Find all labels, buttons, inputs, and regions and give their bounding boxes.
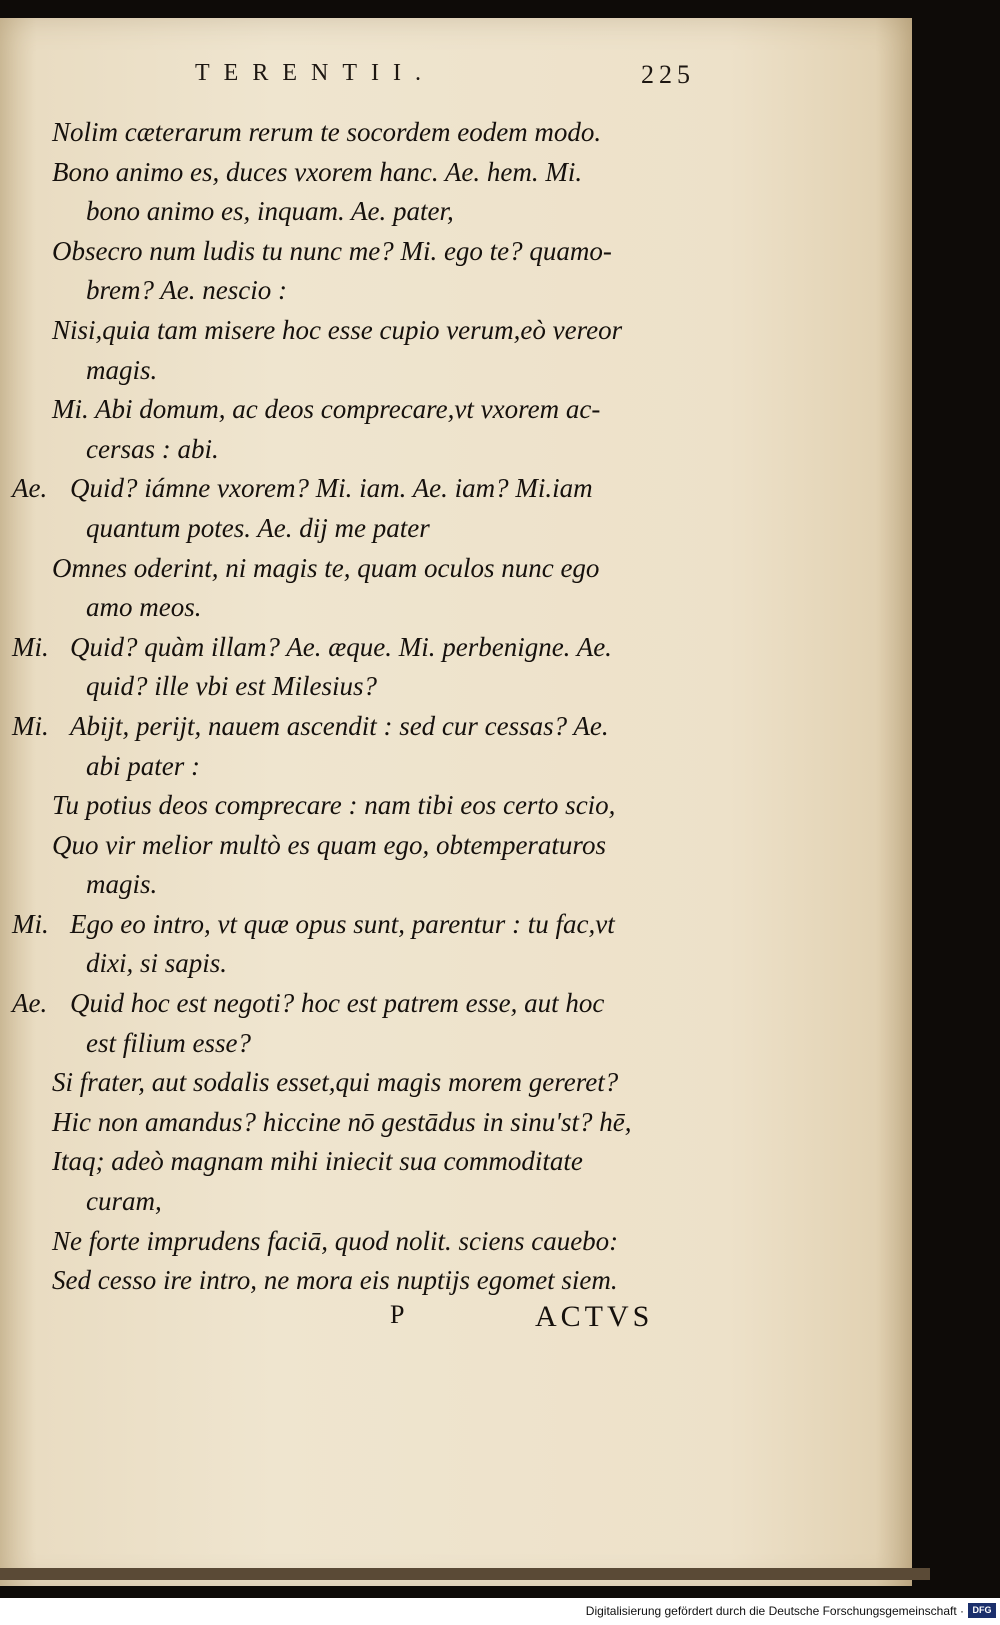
text-line <box>0 1142 700 1182</box>
play-text <box>0 113 700 1301</box>
funding-credit: Digitalisierung gefördert durch die Deutsche Forschungsgemeinschaft · <box>585 1604 964 1618</box>
text-line <box>0 271 700 311</box>
line-text: quid? ille vbi est Milesius? <box>86 671 377 702</box>
running-head: TERENTII. <box>195 60 435 86</box>
line-text: Omnes oderint, ni magis te, quam oculos nunc ego <box>52 552 600 583</box>
text-line <box>0 588 700 628</box>
text-line <box>0 1103 700 1143</box>
line-text: Nisi,quia tam misere hoc esse cupio verum,eò vereor <box>52 314 623 345</box>
text-line <box>0 192 700 232</box>
text-line <box>0 509 700 549</box>
line-text: Quo vir melior multò es quam ego, obtemperaturos <box>52 829 606 860</box>
text-line <box>0 1182 700 1222</box>
line-text: dixi, si sapis. <box>86 948 228 979</box>
line-text: Sed cesso ire intro, ne mora eis nuptijs egomet siem. <box>52 1265 618 1296</box>
text-line <box>0 351 700 391</box>
line-text: magis. <box>86 354 158 385</box>
page-number: 225 <box>641 60 695 89</box>
text-line <box>0 905 700 945</box>
text-line <box>0 469 700 509</box>
line-text: amo meos. <box>86 592 202 623</box>
text-line <box>0 747 700 787</box>
line-text: abi pater : <box>86 750 200 781</box>
text-line <box>0 430 700 470</box>
speaker-label: Ae. <box>12 473 48 504</box>
line-text: curam, <box>86 1186 162 1217</box>
line-text: Ego eo intro, vt quæ opus sunt, parentur : tu fac,vt <box>70 908 615 939</box>
line-text: Mi. Abi domum, ac deos comprecare,vt vxorem ac- <box>52 394 601 425</box>
text-line <box>0 1261 700 1301</box>
dfg-logo: DFG <box>968 1603 996 1618</box>
line-text: Abijt, perijt, nauem ascendit : sed cur cessas? Ae. <box>70 710 609 741</box>
text-line <box>0 390 700 430</box>
text-line <box>0 311 700 351</box>
page-header <box>195 60 695 100</box>
text-line <box>0 113 700 153</box>
line-text: Bono animo es, duces vxorem hanc. Ae. hem. Mi. <box>52 156 583 187</box>
signature-mark: P <box>390 1300 405 1329</box>
text-line <box>0 549 700 589</box>
book-page <box>0 18 912 1586</box>
line-text: magis. <box>86 869 158 900</box>
credit-bar <box>0 1598 1000 1625</box>
speaker-label: Mi. <box>12 908 49 939</box>
text-line <box>0 1063 700 1103</box>
text-line <box>0 865 700 905</box>
speaker-label: Mi. <box>12 710 49 741</box>
text-line <box>0 826 700 866</box>
line-text: est filium esse? <box>86 1027 251 1058</box>
text-line <box>0 153 700 193</box>
text-line <box>0 1024 700 1064</box>
line-text: Quid? quàm illam? Ae. æque. Mi. perbenigne. Ae. <box>70 631 612 662</box>
line-text: Itaq; adeò magnam mihi iniecit sua commoditate <box>52 1146 583 1177</box>
page-footer <box>390 1300 690 1340</box>
line-text: bono animo es, inquam. Ae. pater, <box>86 196 454 227</box>
line-text: Nolim cæterarum rerum te socordem eodem modo. <box>52 117 602 147</box>
line-text: Tu potius deos comprecare : nam tibi eos certo scio, <box>52 790 616 821</box>
text-line <box>0 786 700 826</box>
line-text: Si frater, aut sodalis esset,qui magis morem gereret? <box>52 1067 619 1098</box>
text-line <box>0 628 700 668</box>
line-text: quantum potes. Ae. dij me pater <box>86 512 430 543</box>
line-text: cersas : abi. <box>86 433 219 464</box>
speaker-label: Ae. <box>12 988 48 1019</box>
text-line <box>0 944 700 984</box>
line-text: Ne forte imprudens faciā, quod nolit. sciens cauebo: <box>52 1225 619 1256</box>
line-text: Quid hoc est negoti? hoc est patrem esse, aut hoc <box>70 988 605 1019</box>
text-line <box>0 232 700 272</box>
speaker-label: Mi. <box>12 631 49 662</box>
line-text: Hic non amandus? hiccine nō gestādus in sinu'st? hē, <box>52 1106 632 1137</box>
line-text: Quid? iámne vxorem? Mi. iam. Ae. iam? Mi.iam <box>70 473 593 504</box>
text-line <box>0 1222 700 1262</box>
page-edge <box>0 1568 930 1580</box>
text-line <box>0 707 700 747</box>
line-text: brem? Ae. nescio : <box>86 275 287 306</box>
catchword: ACTVS <box>535 1300 654 1333</box>
text-line <box>0 984 700 1024</box>
line-text: Obsecro num ludis tu nunc me? Mi. ego te? quamo- <box>52 235 612 266</box>
text-line <box>0 667 700 707</box>
